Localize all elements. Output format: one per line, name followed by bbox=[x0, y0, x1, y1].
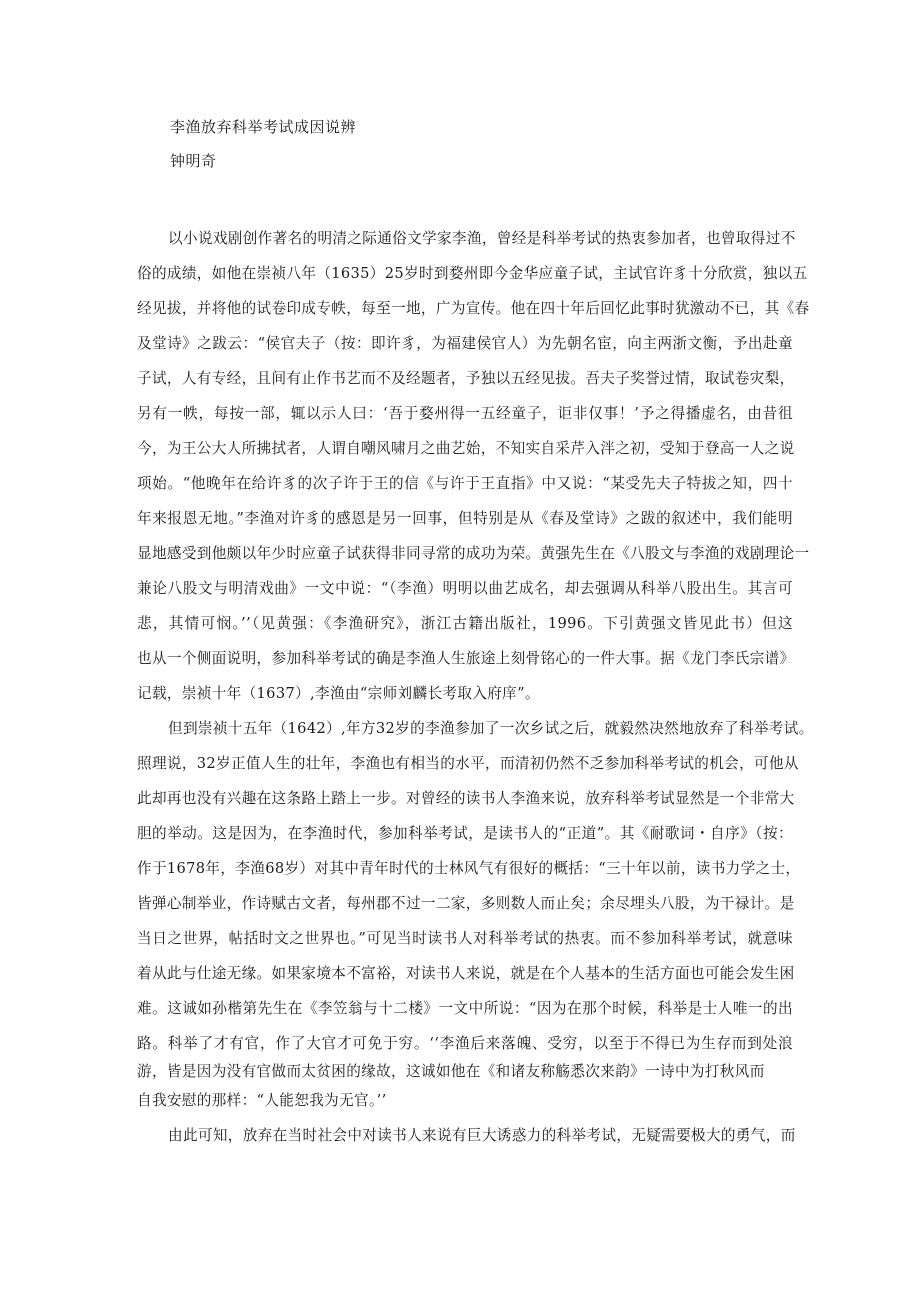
body-line: 也从一个侧面说明，参加科举考试的确是李渔人生旅途上刻骨铭心的一件大事。据《龙门李氏宗谱》 bbox=[137, 650, 795, 667]
document-title: 李渔放弃科举考试成因说辨 bbox=[170, 118, 357, 136]
body-line: 以小说戏剧创作著名的明清之际通俗文学家李渔，曾经是科举考试的热衷参加者，也曾取得过不 bbox=[168, 230, 796, 247]
body-line: 由此可知，放弃在当时社会中对读书人来说有巨大诱惑力的科举考试，无疑需要极大的勇气，而 bbox=[168, 1127, 796, 1144]
body-line: 兼论八股文与明清戏曲》一文中说：“（李渔）明明以曲艺成名，却去强调从科举八股出生。其言可 bbox=[137, 580, 793, 597]
body-line: 及堂诗》之跋云：“侯官夫子（按：即许豸，为福建侯官人）为先朝名宦，向主两浙文衡，予出赴童 bbox=[137, 335, 793, 352]
body-line: 但到崇祯十五年（1642）,年方32岁的李渔参加了一次乡试之后，就毅然决然地放弃了科举考试。 bbox=[168, 720, 814, 737]
body-line: 当日之世界，帖括时文之世界也。”可见当时读书人对科举考试的热衷。而不参加科举考试，就意味 bbox=[137, 930, 793, 947]
body-line: 项始。“他晚年在给许豸的次子许于王的信《与许于王直指》中又说：“某受先夫子特拔之知，四十 bbox=[137, 475, 793, 492]
document-author: 钟明奇 bbox=[170, 152, 217, 170]
body-line: 显地感受到他颇以年少时应童子试获得非同寻常的成功为荣。黄强先生在《八股文与李渔的戏剧理论一 bbox=[137, 545, 810, 562]
document-body bbox=[137, 221, 814, 1153]
body-line: 照理说，32岁正值人生的壮年，李渔也有相当的水平，而清初仍然不乏参加科举考试的机会，可他从 bbox=[137, 755, 799, 772]
body-line: 俗的成绩，如他在崇祯八年（1635）25岁时到婺州即今金华应童子试，主试官许豸十分欣赏，独以五 bbox=[137, 265, 808, 282]
body-line: 经见拔，并将他的试卷印成专帙，每至一地，广为宣传。他在四十年后回忆此事时犹激动不已，其《春 bbox=[137, 300, 810, 317]
body-line: 此却再也没有兴趣在这条路上踏上一步。对曾经的读书人李渔来说，放弃科举考试显然是一个非常大 bbox=[137, 790, 795, 807]
body-line: 子试，人有专经，且间有止作书艺而不及经题者，予独以五经见拔。吾夫子奖誉过情，取试卷灾梨， bbox=[137, 370, 795, 387]
body-line: 游，皆是因为没有官做而太贫困的缘故，这诚如他在《和诸友称觞悉次来韵》一诗中为打秋风而 bbox=[137, 1063, 765, 1080]
body-line: 胆的举动。这是因为，在李渔时代，参加科举考试，是读书人的“正道”。其《耐歌词・自序》（按： bbox=[137, 825, 793, 842]
body-line: 悲，其情可悯。’’（见黄强：《李渔研究》，浙江古籍出版社，1996。下引黄强文皆见此书）但这 bbox=[137, 615, 793, 632]
body-line: 记载，崇祯十年（1637）,李渔由“宗师刘麟长考取入府庠”。 bbox=[137, 685, 540, 702]
body-line: 作于1678年，李渔68岁）对其中青年时代的士林风气有很好的概括：“三十年以前，读书力学之士， bbox=[137, 860, 801, 877]
body-line: 年来报恩无地。”李渔对许豸的感恩是另一回事，但特别是从《春及堂诗》之跋的叙述中，我们能明 bbox=[137, 510, 793, 527]
body-line: 皆弹心制举业，作诗赋古文者，每州郡不过一二家，多则数人而止矣；余尽埋头八股，为干禄计。是 bbox=[137, 895, 795, 912]
body-line: 今，为王公大人所拂拭者，人谓自嘲风啸月之曲艺始，不知实自采芹入泮之初，受知于登高一人之说 bbox=[137, 440, 795, 457]
body-line: 难。这诚如孙楷第先生在《李笠翁与十二楼》一文中所说：“因为在那个时候，科举是士人唯一的出 bbox=[137, 1000, 793, 1017]
body-line: 自我安慰的那样：“人能恕我为无官。’’ bbox=[137, 1092, 387, 1109]
body-line: 路。科举了才有官，作了大官才可免于穷。‘‘李渔后来落魄、受穷，以至于不得已为生存而到处浪 bbox=[137, 1035, 793, 1052]
body-line: 着从此与仕途无缘。如果家境本不富裕，对读书人来说，就是在个人基本的生活方面也可能会发生困 bbox=[137, 965, 795, 982]
body-line: 另有一帙，每按一部，辄以示人曰：‘吾于婺州得一五经童子，讵非仅事！’予之得播虚名，由昔徂 bbox=[137, 405, 793, 422]
